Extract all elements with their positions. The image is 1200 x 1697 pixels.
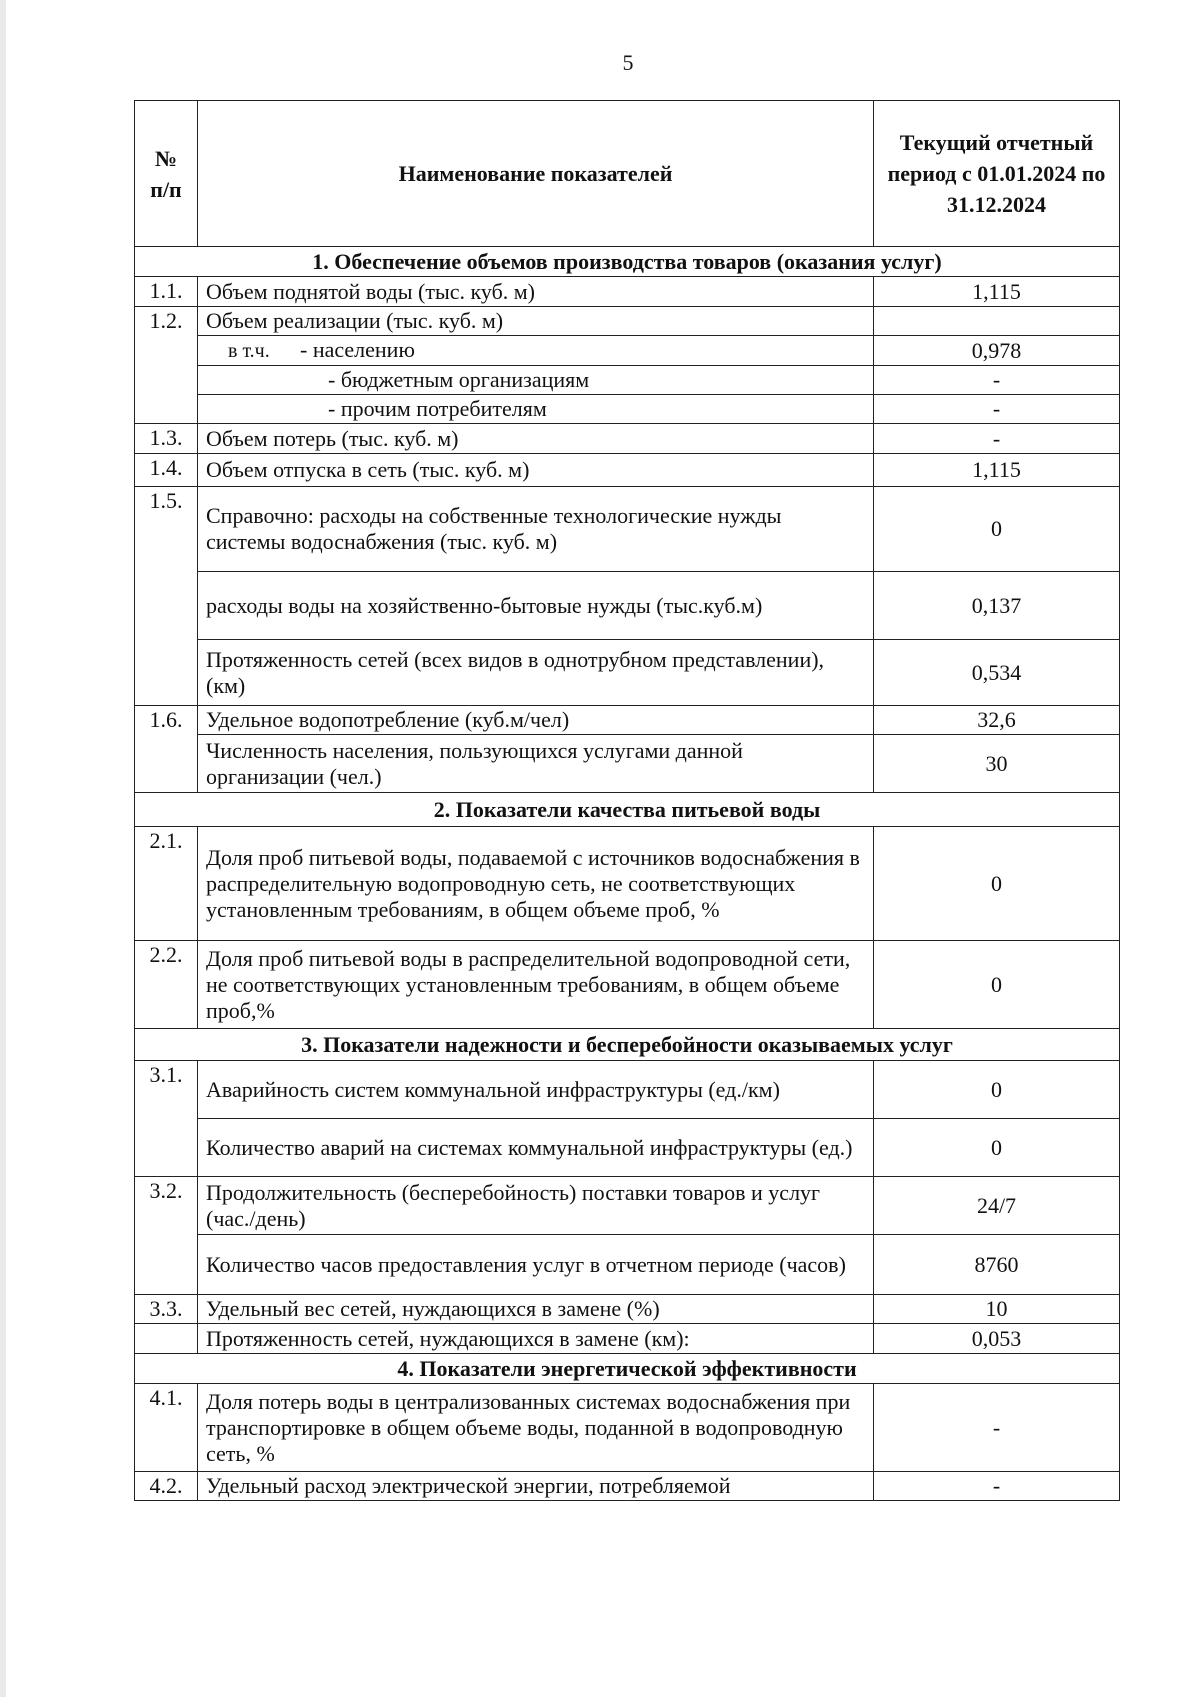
row-value: 0,978 xyxy=(874,336,1120,366)
table-row xyxy=(135,1324,1120,1354)
row-num: 4.2. xyxy=(135,1472,198,1501)
row-value: 30 xyxy=(874,735,1120,793)
row-name: Протяженность сетей (всех видов в однотрубном представлении), (км) xyxy=(198,640,874,706)
row-name: Численность населения, пользующихся услугами данной организации (чел.) xyxy=(198,735,874,793)
row-num xyxy=(135,1324,198,1354)
table-row xyxy=(135,1061,1120,1119)
header-period: Текущий отчетный период с 01.01.2024 по 31.12.2024 xyxy=(874,101,1120,247)
table-row xyxy=(135,1177,1120,1235)
row-value: 10 xyxy=(874,1295,1120,1324)
row-value: - xyxy=(874,395,1120,424)
table-row xyxy=(135,424,1120,454)
table-row xyxy=(135,366,1120,395)
table-row xyxy=(135,1119,1120,1177)
row-name xyxy=(198,336,874,366)
row-name: Количество аварий на системах коммунальной инфраструктуры (ед.) xyxy=(198,1119,874,1177)
row-value: 0,053 xyxy=(874,1324,1120,1354)
section-row xyxy=(135,1354,1120,1384)
table-row xyxy=(135,735,1120,793)
table-row xyxy=(135,1472,1120,1501)
row-name: Объем реализации (тыс. куб. м) xyxy=(198,307,874,336)
section-title: 1. Обеспечение объемов производства товаров (оказания услуг) xyxy=(135,247,1120,277)
table-row xyxy=(135,487,1120,572)
row-num: 2.1. xyxy=(135,827,198,941)
row-name: Доля потерь воды в централизованных системах водоснабжения при транспортировке в общем объеме воды, поданной в водопроводную сеть, % xyxy=(198,1384,874,1472)
row-num: 1.1. xyxy=(135,277,198,307)
row-num: 1.2. xyxy=(135,307,198,424)
document-page xyxy=(6,0,1200,1697)
section-title: 3. Показатели надежности и бесперебойности оказываемых услуг xyxy=(135,1029,1120,1061)
row-prefix: в т.ч. xyxy=(228,340,270,362)
section-title: 2. Показатели качества питьевой воды xyxy=(135,793,1120,827)
row-value: 32,6 xyxy=(874,706,1120,735)
row-num: 3.2. xyxy=(135,1177,198,1295)
row-name: Объем отпуска в сеть (тыс. куб. м) xyxy=(198,454,874,487)
row-value: - xyxy=(874,366,1120,395)
row-value: 0 xyxy=(874,941,1120,1029)
row-value: 1,115 xyxy=(874,277,1120,307)
indicators-table xyxy=(134,100,1120,1501)
row-value: 0 xyxy=(874,827,1120,941)
row-name: Справочно: расходы на собственные технологические нужды системы водоснабжения (тыс. куб. м) xyxy=(198,487,874,572)
row-value: 1,115 xyxy=(874,454,1120,487)
row-name: - прочим потребителям xyxy=(198,395,874,424)
table-row xyxy=(135,395,1120,424)
row-num: 2.2. xyxy=(135,941,198,1029)
header-num: № п/п xyxy=(135,101,198,247)
table-row xyxy=(135,640,1120,706)
row-num: 3.1. xyxy=(135,1061,198,1177)
row-name: Объем потерь (тыс. куб. м) xyxy=(198,424,874,454)
row-value: 24/7 xyxy=(874,1177,1120,1235)
row-name: Протяженность сетей, нуждающихся в замене (км): xyxy=(198,1324,874,1354)
table-header-row xyxy=(135,101,1120,247)
row-value: - xyxy=(874,1384,1120,1472)
table-row xyxy=(135,336,1120,366)
table-row xyxy=(135,941,1120,1029)
row-value: - xyxy=(874,1472,1120,1501)
row-name: - бюджетным организациям xyxy=(198,366,874,395)
row-name: Аварийность систем коммунальной инфраструктуры (ед./км) xyxy=(198,1061,874,1119)
row-value xyxy=(874,307,1120,336)
table-row xyxy=(135,827,1120,941)
row-value: 0 xyxy=(874,1119,1120,1177)
row-num: 3.3. xyxy=(135,1295,198,1324)
row-num: 1.3. xyxy=(135,424,198,454)
page-number: 5 xyxy=(622,50,634,75)
row-value: 0,137 xyxy=(874,572,1120,640)
row-name: Объем поднятой воды (тыс. куб. м) xyxy=(198,277,874,307)
row-name: Удельный вес сетей, нуждающихся в замене (%) xyxy=(198,1295,874,1324)
section-row xyxy=(135,1029,1120,1061)
row-value: 0 xyxy=(874,1061,1120,1119)
row-name: Удельный расход электрической энергии, потребляемой xyxy=(198,1472,874,1501)
row-name: Доля проб питьевой воды, подаваемой с источников водоснабжения в распределительную водопроводную сеть, не соответствующих установленным требованиям, в общем объеме проб, % xyxy=(198,827,874,941)
row-num: 1.4. xyxy=(135,454,198,487)
table-row xyxy=(135,1384,1120,1472)
section-row xyxy=(135,247,1120,277)
row-num: 1.5. xyxy=(135,487,198,706)
table-row xyxy=(135,706,1120,735)
row-name: Доля проб питьевой воды в распределительной водопроводной сети, не соответствующих установленным требованиям, в общем объеме проб,% xyxy=(198,941,874,1029)
table-row xyxy=(135,1235,1120,1295)
table-row xyxy=(135,454,1120,487)
table-row xyxy=(135,572,1120,640)
section-row xyxy=(135,793,1120,827)
row-value: 0 xyxy=(874,487,1120,572)
row-value: 8760 xyxy=(874,1235,1120,1295)
row-name: расходы воды на хозяйственно-бытовые нужды (тыс.куб.м) xyxy=(198,572,874,640)
row-value: 0,534 xyxy=(874,640,1120,706)
row-name: Количество часов предоставления услуг в отчетном периоде (часов) xyxy=(198,1235,874,1295)
row-num: 1.6. xyxy=(135,706,198,793)
row-name: Продолжительность (бесперебойность) поставки товаров и услуг (час./день) xyxy=(198,1177,874,1235)
row-num: 4.1. xyxy=(135,1384,198,1472)
row-name: Удельное водопотребление (куб.м/чел) xyxy=(198,706,874,735)
section-title: 4. Показатели энергетической эффективности xyxy=(135,1354,1120,1384)
table-row xyxy=(135,277,1120,307)
table-row xyxy=(135,307,1120,336)
row-value: - xyxy=(874,424,1120,454)
row-name-text: - населению xyxy=(300,337,415,362)
table-row xyxy=(135,1295,1120,1324)
header-name: Наименование показателей xyxy=(198,101,874,247)
